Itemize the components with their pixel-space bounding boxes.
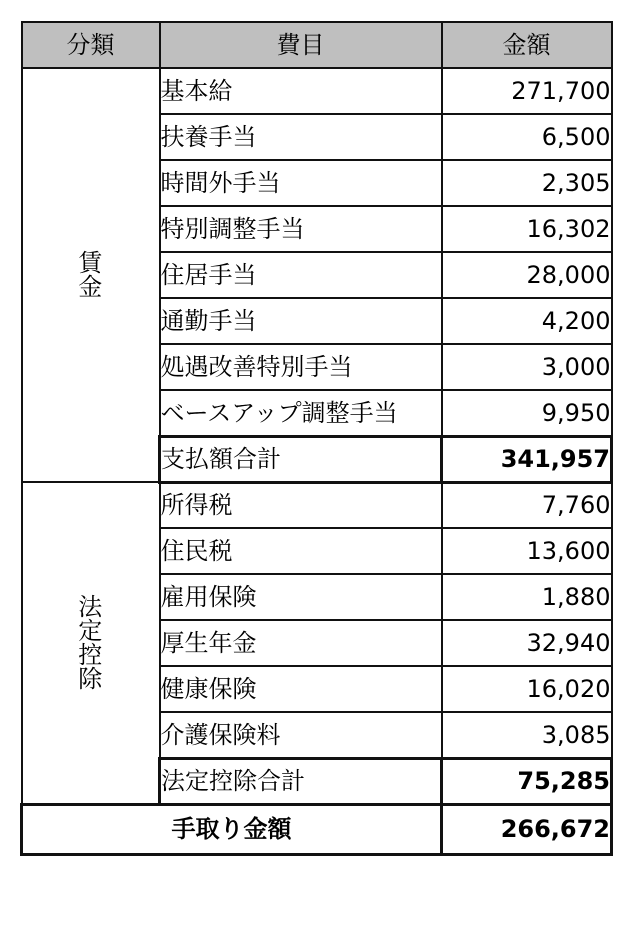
amount-cell: 7,760 — [442, 482, 612, 528]
item-cell: 厚生年金 — [160, 620, 442, 666]
subtotal-amount: 75,285 — [442, 758, 612, 804]
item-cell: 介護保険料 — [160, 712, 442, 758]
item-cell: ベースアップ調整手当 — [160, 390, 442, 436]
header-category: 分類 — [22, 22, 160, 68]
amount-cell: 13,600 — [442, 528, 612, 574]
item-cell: 住居手当 — [160, 252, 442, 298]
item-cell: 雇用保険 — [160, 574, 442, 620]
table-row — [22, 68, 612, 114]
category-char: 賃 — [78, 249, 103, 277]
item-cell: 時間外手当 — [160, 160, 442, 206]
total-amount: 266,672 — [442, 804, 612, 854]
item-cell: 健康保険 — [160, 666, 442, 712]
amount-cell: 32,940 — [442, 620, 612, 666]
amount-cell: 9,950 — [442, 390, 612, 436]
amount-cell: 16,020 — [442, 666, 612, 712]
category-char: 除 — [78, 664, 103, 693]
amount-cell: 3,085 — [442, 712, 612, 758]
header-row — [22, 22, 612, 68]
category-wages — [22, 68, 160, 482]
item-cell: 扶養手当 — [160, 114, 442, 160]
item-cell: 所得税 — [160, 482, 442, 528]
amount-cell: 4,200 — [442, 298, 612, 344]
category-deductions — [22, 482, 160, 804]
category-char: 法 — [78, 592, 103, 621]
table-row — [22, 482, 612, 528]
amount-cell: 271,700 — [442, 68, 612, 114]
item-cell: 処遇改善特別手当 — [160, 344, 442, 390]
amount-cell: 28,000 — [442, 252, 612, 298]
total-label: 手取り金額 — [22, 804, 442, 854]
category-char: 控 — [78, 640, 103, 669]
amount-cell: 16,302 — [442, 206, 612, 252]
amount-cell: 3,000 — [442, 344, 612, 390]
subtotal-label: 法定控除合計 — [160, 758, 442, 804]
payslip-table — [20, 21, 613, 856]
subtotal-label: 支払額合計 — [160, 436, 442, 482]
amount-cell: 2,305 — [442, 160, 612, 206]
item-cell: 基本給 — [160, 68, 442, 114]
item-cell: 特別調整手当 — [160, 206, 442, 252]
item-cell: 通勤手当 — [160, 298, 442, 344]
category-char: 金 — [78, 273, 103, 301]
total-row — [22, 804, 612, 854]
header-item: 費目 — [160, 22, 442, 68]
header-amount: 金額 — [442, 22, 612, 68]
amount-cell: 1,880 — [442, 574, 612, 620]
amount-cell: 6,500 — [442, 114, 612, 160]
subtotal-amount: 341,957 — [442, 436, 612, 482]
category-char: 定 — [78, 616, 103, 645]
item-cell: 住民税 — [160, 528, 442, 574]
